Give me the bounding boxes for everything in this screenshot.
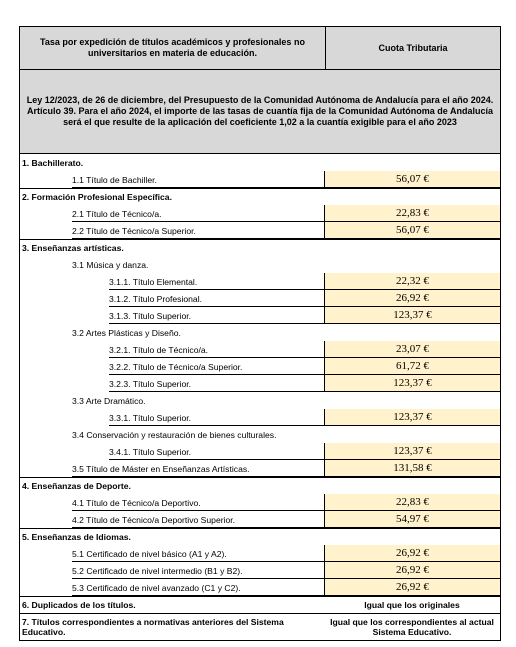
fee-value: 22,83 € xyxy=(324,494,500,511)
row-label: 3.2.3. Título Superior. xyxy=(109,378,192,389)
table-row xyxy=(20,579,500,596)
row-label: 3.3 Arte Dramático. xyxy=(72,395,146,406)
row-label: 6. Duplicados de los títulos. xyxy=(22,600,136,610)
row-label: 3.5 Título de Máster en Enseñanzas Artísticas. xyxy=(72,463,250,474)
table-row xyxy=(20,239,500,256)
fee-value xyxy=(324,324,500,341)
table-row xyxy=(20,341,500,358)
table-row xyxy=(20,222,500,239)
table-row xyxy=(20,443,500,460)
fee-value: 131,58 € xyxy=(324,460,500,477)
fee-value: 26,92 € xyxy=(324,579,500,596)
fee-value xyxy=(324,478,500,494)
row-label: 1. Bachillerato. xyxy=(22,157,84,168)
table-row xyxy=(20,494,500,511)
table-row xyxy=(20,613,500,640)
table-row xyxy=(20,290,500,307)
row-label: 7. Títulos correspondientes a normativas anteriores del Sistema Educativo. xyxy=(22,617,284,637)
row-label: 3.2 Artes Plásticas y Diseño. xyxy=(72,327,181,338)
fee-value: 23,07 € xyxy=(324,341,500,358)
fee-value: Igual que los correspondientes al actual Sistema Educativo. xyxy=(330,617,494,637)
row-label: 4.1 Título de Técnico/a Deportivo. xyxy=(72,497,201,508)
row-label: 5.1 Certificado de nivel básico (A1 y A2). xyxy=(72,548,227,559)
row-label: 1.1 Título de Bachiller. xyxy=(72,174,157,185)
table-row xyxy=(20,596,500,613)
row-label: 4.2 Título de Técnico/a Deportivo Superior. xyxy=(72,514,236,525)
fee-value: 61,72 € xyxy=(324,358,500,375)
table-row xyxy=(20,273,500,290)
row-label: 5.2 Certificado de nivel intermedio (B1 y B2). xyxy=(72,565,243,576)
table-row xyxy=(20,545,500,562)
table-header xyxy=(20,26,500,70)
row-label: 3.2.1. Título de Técnico/a. xyxy=(109,344,209,355)
table-row xyxy=(20,171,500,188)
table-row xyxy=(20,528,500,545)
row-label: 5. Enseñanzas de Idiomas. xyxy=(22,532,131,542)
table-row xyxy=(20,375,500,392)
fee-value: 54,97 € xyxy=(324,511,500,528)
fee-value: 123,37 € xyxy=(324,443,500,460)
table-row xyxy=(20,154,500,171)
table-row xyxy=(20,426,500,443)
table-row xyxy=(20,409,500,426)
fee-value: 26,92 € xyxy=(324,562,500,579)
table-row xyxy=(20,324,500,341)
fee-value: 26,92 € xyxy=(324,290,500,307)
fee-value: 22,32 € xyxy=(324,273,500,290)
fee-value xyxy=(324,240,500,256)
fee-column-header: Cuota Tributaria xyxy=(378,43,448,53)
fee-value: 26,92 € xyxy=(324,545,500,562)
fee-value: 123,37 € xyxy=(324,409,500,426)
fee-value xyxy=(324,426,500,443)
row-label: 3.3.1. Título Superior. xyxy=(109,412,192,423)
row-label: 3. Enseñanzas artísticas. xyxy=(22,243,124,253)
row-label: 3.1 Música y danza. xyxy=(72,259,149,270)
concept-header: Tasa por expedición de títulos académicos y profesionales no universitarios en materia de educación. xyxy=(20,27,326,69)
row-label: 2.2 Título de Técnico/a Superior. xyxy=(72,225,196,236)
row-label: 2. Formación Profesional Específica. xyxy=(22,192,172,202)
table-row xyxy=(20,256,500,273)
fee-value: 56,07 € xyxy=(324,222,500,239)
table-row xyxy=(20,307,500,324)
row-label: 3.1.2. Título Profesional. xyxy=(109,293,202,304)
table-row xyxy=(20,205,500,222)
table-row xyxy=(20,392,500,409)
table-row xyxy=(20,477,500,494)
row-label: 3.4 Conservación y restauración de bienes culturales. xyxy=(72,429,277,440)
table-row xyxy=(20,358,500,375)
fee-value: Igual que los originales xyxy=(364,600,460,610)
row-label: 5.3 Certificado de nivel avanzado (C1 y C2). xyxy=(72,582,241,593)
table-row xyxy=(20,511,500,528)
row-label: 3.1.1. Título Elemental. xyxy=(109,276,198,287)
table-row xyxy=(20,460,500,477)
fee-value xyxy=(324,256,500,273)
row-label: 3.4.1. Título Superior. xyxy=(109,446,192,457)
law-note: Ley 12/2023, de 26 de diciembre, del Presupuesto de la Comunidad Autónoma de Andalucía para el año 2024. Artículo 39. Para el año 2024, el importe de las tasas de cuantía fija de la Comunidad Autónoma de Andalucía será el que resulte de la aplicación del coeficiente 1,02 a la cuantía exigible para el año 2023 xyxy=(20,70,500,154)
fee-value: 56,07 € xyxy=(324,171,500,188)
row-label: 4. Enseñanzas de Deporte. xyxy=(22,481,131,491)
fee-value xyxy=(324,529,500,545)
fee-value xyxy=(324,154,500,171)
fee-value xyxy=(324,189,500,205)
fee-value: 123,37 € xyxy=(324,375,500,392)
fee-value: 22,83 € xyxy=(324,205,500,222)
row-label: 2.1 Título de Técnico/a. xyxy=(72,208,162,219)
fee-rows xyxy=(20,154,500,640)
fee-value: 123,37 € xyxy=(324,307,500,324)
fee-value xyxy=(324,392,500,409)
fee-table xyxy=(19,26,501,641)
table-row xyxy=(20,562,500,579)
row-label: 3.1.3. Título Superior. xyxy=(109,310,192,321)
table-row xyxy=(20,188,500,205)
row-label: 3.2.2. Título de Técnico/a Superior. xyxy=(109,361,243,372)
